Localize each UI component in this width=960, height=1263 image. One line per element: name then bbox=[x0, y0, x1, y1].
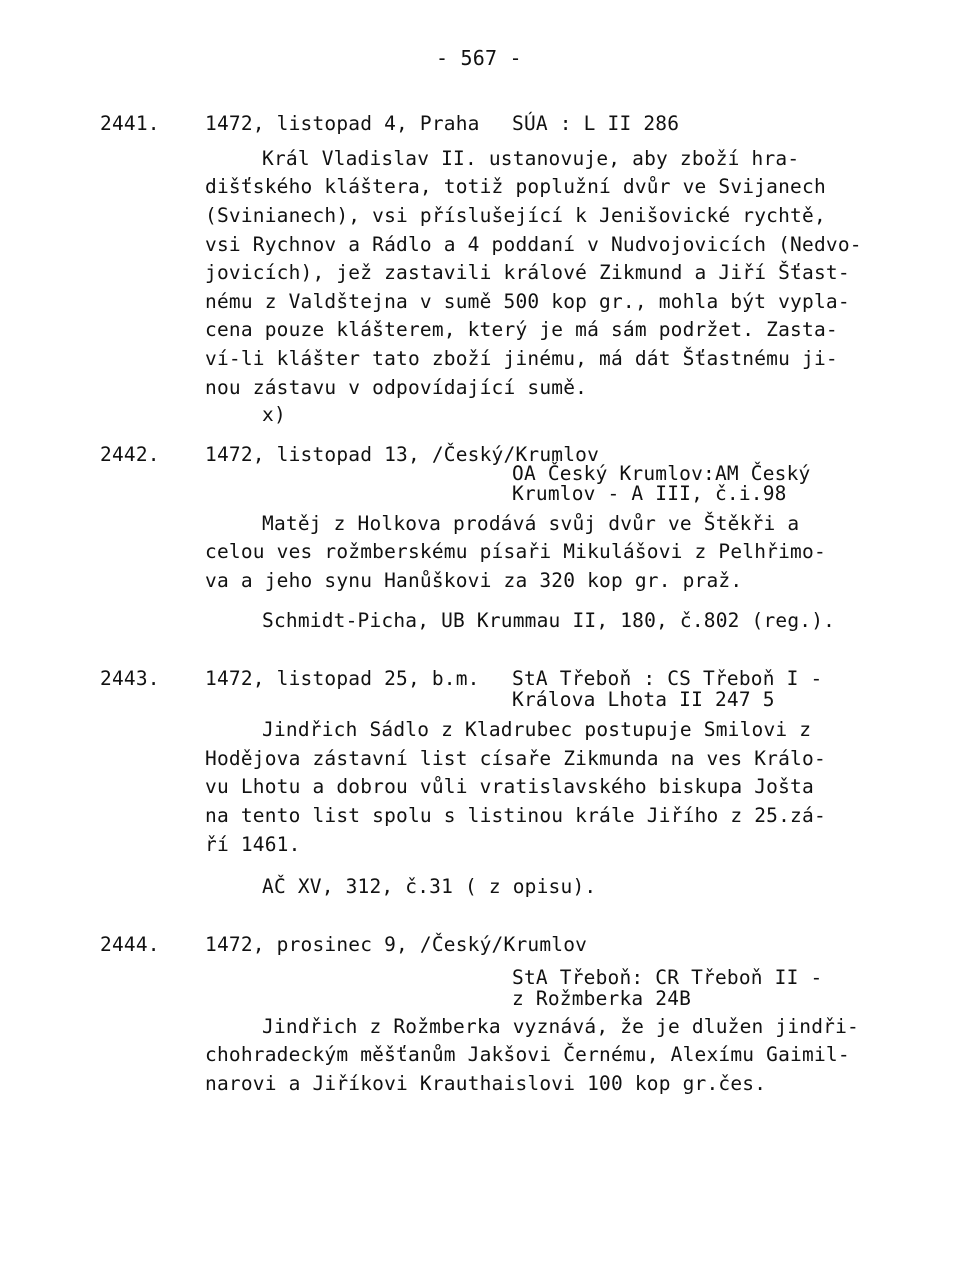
entry-number: 2444. bbox=[100, 933, 160, 956]
reference: AČ XV, 312, č.31 ( z opisu). bbox=[262, 875, 597, 898]
entry-text-line: nému z Valdštejna v sumě 500 kop gr., mohla být vypla- bbox=[205, 290, 850, 313]
entry-number: 2441. bbox=[100, 112, 160, 135]
entry-heading: 1472, listopad 25, b.m. bbox=[205, 667, 480, 690]
entry-text-line: Hodějova zástavní list císaře Zikmunda na ves Králo- bbox=[205, 747, 826, 770]
page-number: - 567 - bbox=[436, 46, 522, 70]
archive-signature: z Rožmberka 24B bbox=[512, 987, 692, 1010]
entry-text-line: Jindřich z Rožmberka vyznává, že je dlužen jindři- bbox=[262, 1015, 859, 1038]
archive-signature: SÚA : L II 286 bbox=[512, 112, 680, 135]
entry-text-line: nou zástavu v odpovídající sumě. bbox=[205, 376, 588, 399]
entry-text-line: (Svinianech), vsi příslušející k Jenišovické rychtě, bbox=[205, 204, 826, 227]
entry-text-line: dišťského kláštera, totiž poplužní dvůr ve Svijanech bbox=[205, 175, 826, 198]
entry-text-line: Jindřich Sádlo z Kladrubec postupuje Smilovi z bbox=[262, 718, 812, 741]
entry-text-line: ví-li klášter tato zboží jinému, má dát Šťastnému ji- bbox=[205, 347, 838, 370]
entry-heading: 1472, listopad 4, Praha bbox=[205, 112, 480, 135]
archive-signature: Králova Lhota II 247 5 bbox=[512, 688, 775, 711]
entry-number: 2442. bbox=[100, 443, 160, 466]
entry-text-line: celou ves rožmberskému písaři Mikulášovi z Pelhřimo- bbox=[205, 540, 826, 563]
entry-text-line: chohradeckým měšťanům Jakšovi Černému, Alexímu Gaimil- bbox=[205, 1043, 850, 1066]
entry-text-line: cena pouze klášterem, který je má sám podržet. Zasta- bbox=[205, 318, 838, 341]
entry-text-line: na tento list spolu s listinou krále Jiřího z 25.zá- bbox=[205, 804, 826, 827]
archive-signature: StA Třeboň: CR Třeboň II - bbox=[512, 966, 823, 989]
entry-text-line: vsi Rychnov a Rádlo a 4 poddaní v Nudvojovicích (Nedvo- bbox=[205, 233, 862, 256]
entry-heading: 1472, listopad 13, /Český/Krumlov bbox=[205, 443, 600, 466]
archive-signature: Krumlov - A III, č.i.98 bbox=[512, 482, 787, 505]
reference: Schmidt-Picha, UB Krummau II, 180, č.802 (reg.). bbox=[262, 609, 836, 632]
entry-text-line: vu Lhotu a dobrou vůli vratislavského biskupa Jošta bbox=[205, 775, 814, 798]
entry-text-line: jovicích), jež zastavili králové Zikmund a Jiří Šťast- bbox=[205, 261, 850, 284]
archive-signature: OA Český Krumlov:AM Český bbox=[512, 462, 811, 485]
entry-heading: 1472, prosinec 9, /Český/Krumlov bbox=[205, 933, 588, 956]
entry-number: 2443. bbox=[100, 667, 160, 690]
entry-text-line: narovi a Jiříkovi Krauthaislovi 100 kop gr.čes. bbox=[205, 1072, 767, 1095]
entry-text-line: ří 1461. bbox=[205, 833, 301, 856]
entry-text-line: va a jeho synu Hanůškovi za 320 kop gr. praž. bbox=[205, 569, 743, 592]
footnote-mark: x) bbox=[262, 403, 286, 426]
entry-text-line: Matěj z Holkova prodává svůj dvůr ve Štěkři a bbox=[262, 512, 800, 535]
entry-text-line: Král Vladislav II. ustanovuje, aby zboží hra- bbox=[262, 147, 800, 170]
archive-signature: StA Třeboň : CS Třeboň I - bbox=[512, 667, 823, 690]
